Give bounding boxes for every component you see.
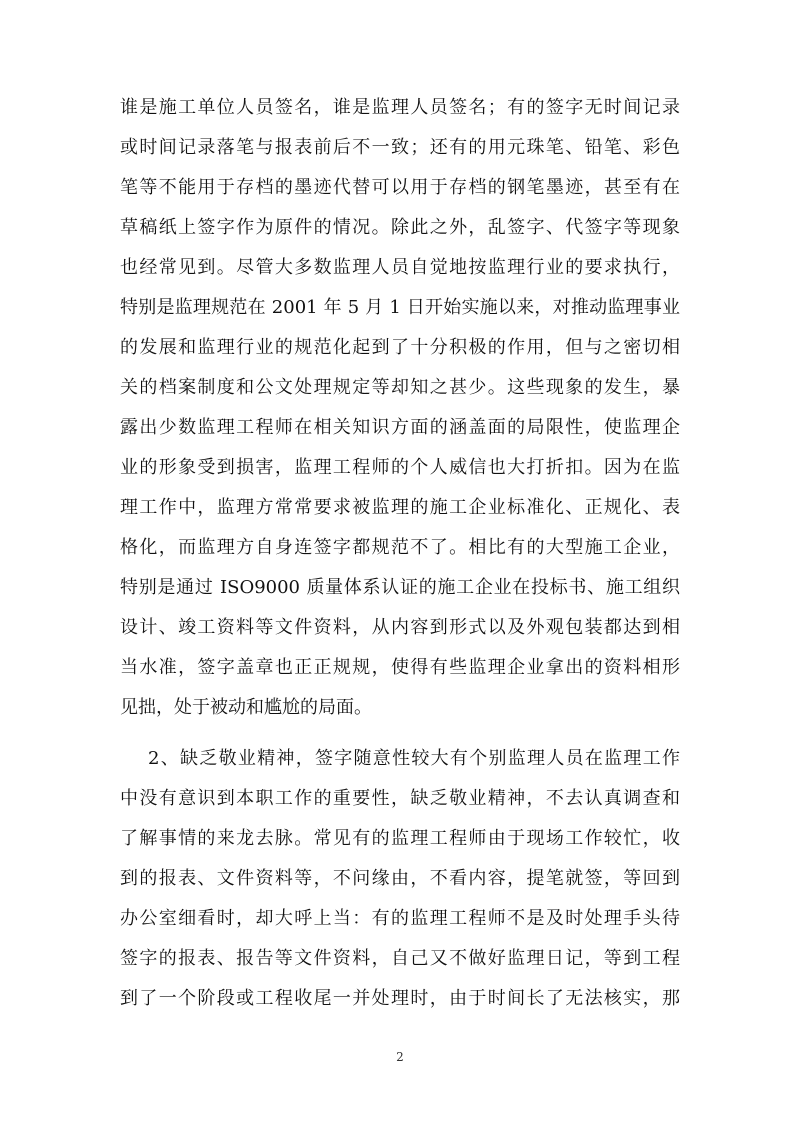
paragraph-line: 理工作中，监理方常常要求被监理的施工企业标准化、正规化、表: [120, 497, 680, 518]
paragraph-line: 业的形象受到损害，监理工程师的个人威信也大打折扣。因为在监: [120, 457, 680, 478]
paragraph-line: 见拙，处于被动和尴尬的局面。: [120, 697, 372, 718]
paragraph-line: 的发展和监理行业的规范化起到了十分积极的作用，但与之密切相: [120, 337, 680, 358]
paragraph-line: 2、缺乏敬业精神，签字随意性较大有个别监理人员在监理工作: [120, 748, 680, 769]
paragraph-line: 格化，而监理方自身连签字都规范不了。相比有的大型施工企业，: [120, 537, 680, 558]
paragraph-line: 特别是监理规范在 2001 年 5 月 1 日开始实施以来，对推动监理事业: [120, 297, 680, 318]
paragraph-line: 关的档案制度和公文处理规定等却知之甚少。这些现象的发生，暴: [120, 377, 680, 398]
paragraph-line: 或时间记录落笔与报表前后不一致；还有的用元珠笔、铅笔、彩色: [120, 137, 680, 158]
paragraph-line: 到了一个阶段或工程收尾一并处理时，由于时间长了无法核实，那: [120, 988, 680, 1009]
paragraph-line: 露出少数监理工程师在相关知识方面的涵盖面的局限性，使监理企: [120, 417, 680, 438]
paragraph-line: 了解事情的来龙去脉。常见有的监理工程师由于现场工作较忙，收: [120, 828, 680, 849]
paragraph-line: 当水准，签字盖章也正正规规，使得有些监理企业拿出的资料相形: [120, 657, 680, 678]
paragraph-line: 设计、竣工资料等文件资料，从内容到形式以及外观包装都达到相: [120, 617, 680, 638]
body-paragraph-2: [120, 739, 680, 1019]
paragraph-line: 到的报表、文件资料等，不问缘由，不看内容，提笔就签，等回到: [120, 868, 680, 889]
paragraph-line: 中没有意识到本职工作的重要性，缺乏敬业精神，不去认真调查和: [120, 788, 680, 809]
paragraph-line: 签字的报表、报告等文件资料，自己又不做好监理日记，等到工程: [120, 948, 680, 969]
paragraph-line: 办公室细看时，却大呼上当：有的监理工程师不是及时处理手头待: [120, 908, 680, 929]
paragraph-line: 谁是施工单位人员签名，谁是监理人员签名；有的签字无时间记录: [120, 97, 680, 118]
paragraph-line: 草稿纸上签字作为原件的情况。除此之外，乱签字、代签字等现象: [120, 217, 680, 238]
paragraph-line: 笔等不能用于存档的墨迹代替可以用于存档的钢笔墨迹，甚至有在: [120, 177, 680, 198]
paragraph-line: 也经常见到。尽管大多数监理人员自觉地按监理行业的要求执行，: [120, 257, 680, 278]
page-number: 2: [396, 1050, 404, 1064]
paragraph-line: 特别是通过 ISO9000 质量体系认证的施工企业在投标书、施工组织: [120, 577, 680, 598]
body-paragraph-1: [120, 88, 680, 728]
